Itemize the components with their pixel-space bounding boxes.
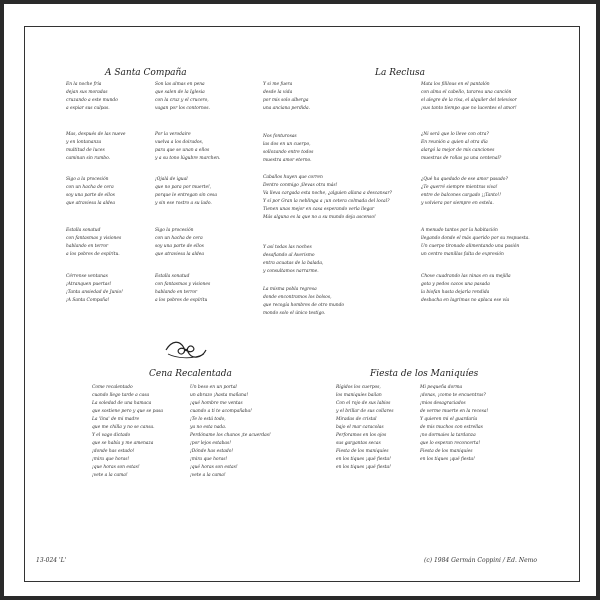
verse-line: soy una parte de ellos: [66, 193, 115, 198]
stanza: [190, 384, 271, 480]
stanza: [336, 384, 394, 472]
verse-line: ¿Ni será que lo lleve con otra?: [421, 132, 489, 137]
verse-line: Come recalentado: [92, 385, 133, 390]
verse-line: llegando donde el más querido por su respuesta.: [421, 236, 530, 241]
verse-line: Un beso en un portal: [190, 385, 237, 390]
verse-line: que recogía hombres de otro mundo: [263, 303, 345, 308]
verse-line: gota y pedos cacos una pasada: [421, 282, 490, 287]
verse-line: los maniquíes bailan: [336, 393, 382, 398]
poem-title-cena-recalentada: Cena Recalentada: [149, 369, 232, 379]
verse-line: sollozando entre todos: [263, 150, 314, 155]
verse-line: entra acuatas de la balada,: [263, 261, 324, 266]
verse-line: vuelva a los doirados,: [155, 140, 204, 145]
stanza: [263, 133, 313, 165]
stanza: [66, 131, 126, 163]
stanza: [155, 176, 217, 208]
verse-line: cruzando a este mundo: [66, 98, 118, 103]
verse-line: que lo esperan reconcerta!: [420, 441, 481, 446]
verse-line: Son las almas en pena: [155, 82, 205, 87]
verse-line: bajo el mar caracolas: [336, 425, 384, 430]
stanza: [420, 384, 488, 464]
verse-line: muestras de rollas ya una centenal?: [421, 156, 502, 161]
verse-line: Tienen unas mejor en casa esperando verla llegar: [263, 207, 375, 212]
verse-line: Más alguna es la que no a su mundo deja ascenso!: [263, 215, 376, 220]
verse-line: soy una parte de ellos: [155, 244, 204, 249]
verse-line: ¡Ojalá de igual: [155, 177, 188, 182]
verse-line: que atraviesa la aldea: [66, 201, 115, 206]
stanza: [263, 174, 392, 222]
verse-line: Por la verodaire: [155, 132, 191, 137]
verse-line: ¿Qué ha quedado de ese amor pasado?: [421, 177, 508, 182]
verse-line: Chove cuadrando las ninas en su mejilla: [421, 274, 511, 279]
verse-line: y consultamos narrarme.: [263, 269, 319, 274]
verse-line: Dentro conmigo ¡llevas otra más!: [263, 183, 338, 188]
verse-line: ¡donde has estado!: [92, 449, 135, 454]
verse-line: que no para por muerte!,: [155, 185, 212, 190]
verse-line: Fiesta de los maniquíes: [420, 449, 473, 454]
verse-line: Mas, después de las nueve: [66, 132, 126, 137]
verse-line: que sostiene pero y que se pasa: [92, 409, 163, 414]
verse-line: con la cruz y el crucero,: [155, 98, 209, 103]
stanza: [421, 81, 517, 113]
stanza: [66, 227, 121, 259]
verse-line: ¡vete a la cama!: [92, 473, 128, 478]
verse-line: ¿Te querré siempre mientras viva!: [421, 185, 498, 190]
verse-line: de mis muchos con estrellas: [420, 425, 483, 430]
verse-line: En reunión a quien al otra día: [421, 140, 488, 145]
verse-line: entre de balcones cargado ¡¡Tanto!!: [421, 193, 502, 198]
verse-line: Perdóname los chanos ¡te acuerdas!: [190, 433, 271, 438]
verse-line: y volviera por siempre en estela.: [421, 201, 494, 206]
verse-line: Y así todas las noches: [263, 245, 312, 250]
verse-line: con un hacha de cera: [155, 236, 203, 241]
stanza: [421, 176, 508, 208]
verse-line: ¡mira que horas!: [92, 457, 130, 462]
stanza: [155, 81, 210, 113]
verse-line: Va lleva cargada esta noche, ¿alguien allana a descansar?: [263, 191, 392, 196]
poem-title-fiesta-de-los-maniquies: Fiesta de los Maniquíes: [370, 369, 479, 379]
verse-line: alargó la mejor de mis canciones: [421, 148, 495, 153]
verse-line: vagan por los contornos.: [155, 106, 210, 111]
verse-line: que atraviesa la aldea: [155, 252, 204, 257]
stanza: [421, 227, 530, 259]
verse-line: una anciana perdida.: [263, 106, 310, 111]
verse-line: por mis solo alberga: [263, 98, 309, 103]
verse-line: Y el vago dictado: [92, 433, 131, 438]
verse-line: caminan sin rumbo.: [66, 156, 111, 161]
stanza: [263, 244, 323, 276]
verse-line: la biofan hasta dejarla rendida: [421, 290, 490, 295]
verse-line: a los pobres de espíritu.: [66, 252, 120, 257]
verse-line: con fantasmas y visiones: [66, 236, 122, 241]
verse-line: el alegre de la risa, el alquiler del televisor: [421, 98, 517, 103]
verse-line: ¡Atranquen puertas!: [66, 282, 112, 287]
verse-line: cuando a ti te acompañaba!: [190, 409, 252, 414]
verse-line: ¡donas, ¡como te encuentras?: [420, 393, 486, 398]
verse-line: Sigo la procesión: [155, 228, 194, 233]
verse-line: para que se unan a ellos: [155, 148, 210, 153]
catalog-number: 13-024 'L': [36, 557, 67, 564]
verse-line: A menudo tantos por la habitación: [421, 228, 498, 233]
poem-title-a-santa-compana: A Santa Compaña: [105, 68, 187, 78]
verse-line: que se había y me amenaza: [92, 441, 154, 446]
verse-line: Caballos huyen que corren: [263, 175, 323, 180]
verse-line: Con el rojo de sus labios: [336, 401, 391, 406]
verse-line: hablando en terror: [66, 244, 109, 249]
verse-line: ¡sus tanto tiempo que no lucentes el amor!: [421, 106, 517, 111]
verse-line: La soledad de una hamaca: [92, 401, 152, 406]
verse-line: ¡Tanta ansiedad de Junio!: [66, 290, 123, 295]
verse-line: en los tiques ¡qué fiesta!: [336, 457, 391, 462]
verse-line: y en lontananza: [66, 140, 102, 145]
verse-line: La 'lina' de mi madre: [92, 417, 140, 422]
stanza: [263, 81, 310, 113]
insert-sheet: [4, 4, 596, 596]
verse-line: sus gargantas secas: [336, 441, 381, 446]
verse-line: las dos en un cuerpo,: [263, 142, 311, 147]
verse-line: en los tiques ¡qué fiesta!: [336, 465, 391, 470]
verse-line: porque le entregan sin cesa: [155, 193, 217, 198]
verse-line: muestra amor eterno.: [263, 158, 312, 163]
verse-line: Nos fonturosas: [263, 134, 297, 139]
stanza: [421, 131, 501, 163]
verse-line: de verme muerte en la recesa!: [420, 409, 489, 414]
verse-line: Mi pequeña dorma: [420, 385, 463, 390]
verse-line: a espiar sus culpas.: [66, 106, 110, 111]
verse-line: Cérrense ventanas: [66, 274, 108, 279]
verse-line: mondo solo el único testigo.: [263, 311, 326, 316]
stanza: [155, 131, 220, 163]
verse-line: La misma pobla regresa: [263, 287, 317, 292]
stanza: [66, 273, 123, 305]
verse-line: Perforamos en los ojos: [336, 433, 387, 438]
copyright-notice: (c) 1984 Germán Coppini / Ed. Nemo: [424, 557, 537, 564]
verse-line: Y si me fuera: [263, 82, 293, 87]
verse-line: ya no esta nada.: [190, 425, 227, 430]
verse-line: ¡qué hombre me ventas: [190, 401, 243, 406]
verse-line: Miradas de cristal: [336, 417, 377, 422]
verse-line: ¡no dormaies la tardanza: [420, 433, 476, 438]
stanza: [92, 384, 163, 480]
verse-line: con alma el cabello, tararea una canción: [421, 90, 512, 95]
verse-line: que me chilla y no se cansa.: [92, 425, 155, 430]
verse-line: ¡vete a la cama!: [190, 473, 226, 478]
verse-line: y sin ese rostro a su lado.: [155, 201, 212, 206]
verse-line: con un hacha de cera: [66, 185, 114, 190]
verse-line: y el brillar de sus collares: [336, 409, 394, 414]
verse-line: un abrazo ¡hasta mañana!: [190, 393, 249, 398]
poem-title-la-reclusa: La Reclusa: [375, 68, 426, 78]
verse-line: con fantasmas y visiones: [155, 282, 211, 287]
verse-line: desafiando al Averismo: [263, 253, 315, 258]
verse-line: ¡mira que horas!: [190, 457, 228, 462]
verse-line: a los pobres de espíritu: [155, 298, 208, 303]
verse-line: Un cuerpo tironado alimentando una pasión: [421, 244, 520, 249]
flourish-ornament-icon: [162, 338, 210, 362]
verse-line: donde encontramos los bolsos,: [263, 295, 332, 300]
verse-line: Estalla sonatud: [66, 228, 101, 233]
verse-line: en los tiques ¡qué fiesta!: [420, 457, 475, 462]
stanza: [155, 273, 210, 305]
stanza: [263, 286, 344, 318]
verse-line: ¡por lejos estabas!: [190, 441, 232, 446]
verse-line: y a su tono lúgubre marchen.: [155, 156, 221, 161]
verse-line: dejan sus moradas: [66, 90, 108, 95]
verse-line: que salen de la Iglesia: [155, 90, 205, 95]
verse-line: En la noche fría: [66, 82, 102, 87]
verse-line: ¡qué horas son estas!: [190, 465, 238, 470]
verse-line: Sigo a la procesión: [66, 177, 109, 182]
verse-line: un centro manillas falta de expresión: [421, 252, 504, 257]
verse-line: Fiesta de los maniquíes: [336, 449, 389, 454]
verse-line: desde la vida: [263, 90, 293, 95]
verse-line: Estalla sonatud: [155, 274, 190, 279]
verse-line: Y sí por Gran la neblinga a ¡un cetera colmada del local?: [263, 199, 390, 204]
verse-line: ¡Te lo está todo,: [190, 417, 226, 422]
stanza: [66, 81, 118, 113]
verse-line: ¡A Santa Compaña!: [66, 298, 110, 303]
verse-line: hablando en terror: [155, 290, 198, 295]
verse-line: Rígidos los cuerpos,: [336, 385, 381, 390]
verse-line: ¡Dónde has estado!: [190, 449, 234, 454]
verse-line: Y quieren mi el guardaría: [420, 417, 478, 422]
verse-line: multitud de luces: [66, 148, 105, 153]
verse-line: desbacha en lagrimas no aplaca ese vía: [421, 298, 510, 303]
stanza: [66, 176, 115, 208]
verse-line: cuando llego tarde a casa: [92, 393, 150, 398]
verse-line: Mata los fililous en el pantalón: [421, 82, 490, 87]
stanza: [421, 273, 511, 305]
stanza: [155, 227, 204, 259]
verse-line: ¡mios desagraciados: [420, 401, 466, 406]
verse-line: ¡que horas son estas!: [92, 465, 140, 470]
